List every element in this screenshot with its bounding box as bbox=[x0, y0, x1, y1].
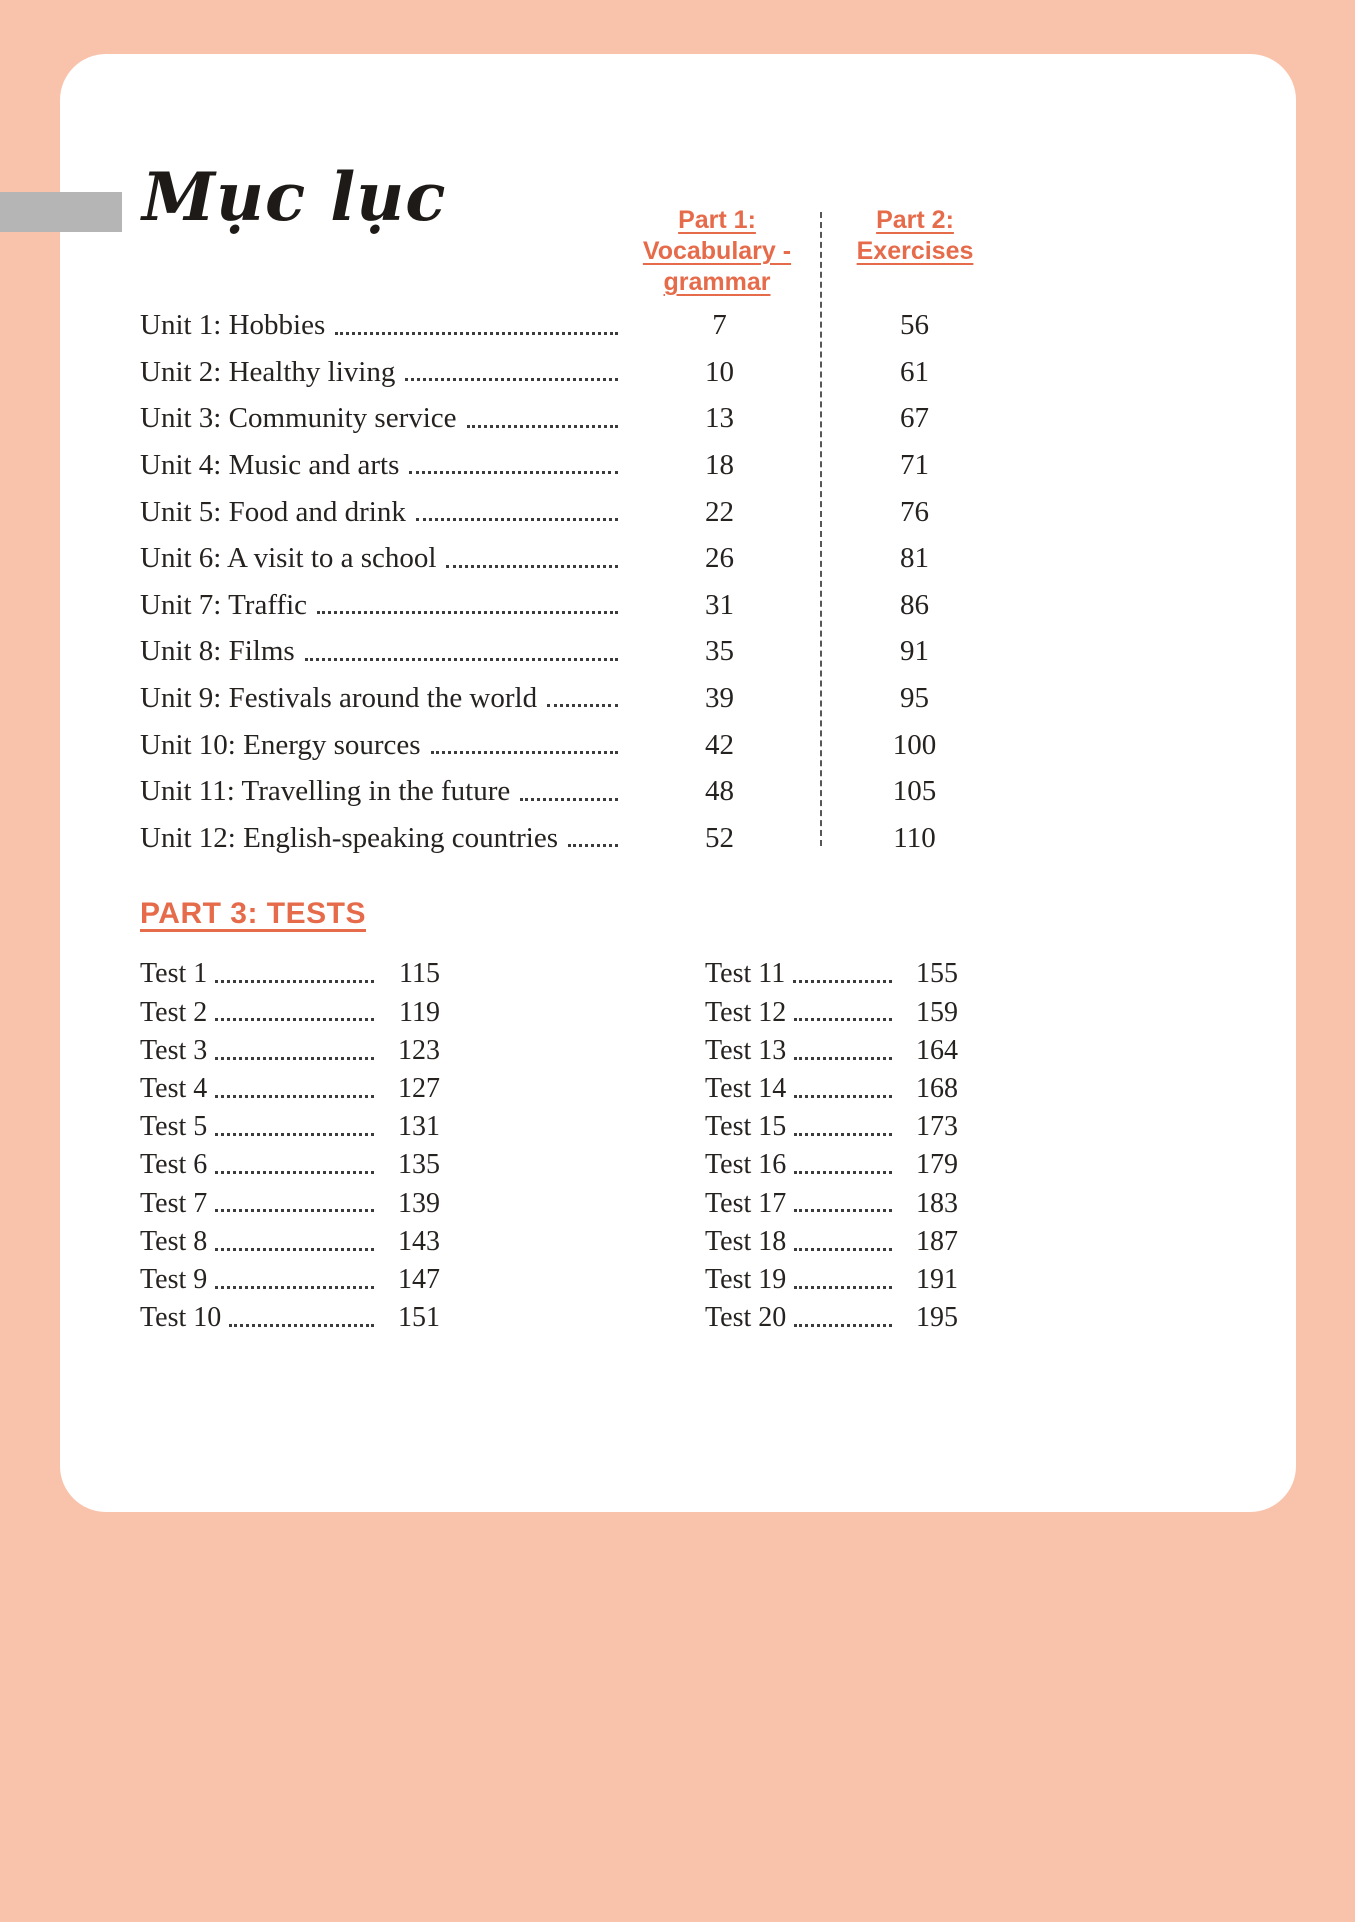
test-row bbox=[705, 1258, 958, 1296]
part2-page-number: 56 bbox=[900, 309, 929, 342]
test-label: Test 16 bbox=[705, 1149, 787, 1181]
unit-label: Unit 5: Food and drink bbox=[140, 495, 406, 528]
test-label: Test 15 bbox=[705, 1111, 787, 1143]
column-header-part2 bbox=[828, 205, 1002, 267]
dotted-leader bbox=[794, 1171, 892, 1174]
part1-page-number: 7 bbox=[712, 309, 727, 342]
part1-page-number: 22 bbox=[705, 495, 734, 528]
toc-unit-row bbox=[140, 296, 1012, 343]
part1-page-number: 13 bbox=[705, 402, 734, 435]
test-label: Test 4 bbox=[140, 1072, 208, 1104]
unit-label: Unit 12: English-speaking countries bbox=[140, 821, 559, 854]
dotted-leader bbox=[794, 1286, 892, 1289]
toc-unit-row bbox=[140, 436, 1012, 483]
dotted-leader bbox=[405, 378, 618, 381]
test-label: Test 5 bbox=[140, 1111, 208, 1143]
test-row bbox=[140, 1181, 440, 1219]
toc-unit-row bbox=[140, 762, 1012, 809]
dotted-leader bbox=[229, 1324, 374, 1327]
unit-label: Unit 7: Traffic bbox=[140, 588, 308, 621]
test-row bbox=[140, 1105, 440, 1143]
dotted-leader bbox=[794, 1209, 892, 1212]
test-row bbox=[140, 1219, 440, 1257]
part2-page-number: 67 bbox=[900, 402, 929, 435]
column-header-part1 bbox=[610, 205, 824, 298]
dotted-leader bbox=[215, 980, 374, 983]
part1-page-number: 18 bbox=[705, 449, 734, 482]
page-title: Mục lục bbox=[142, 158, 447, 236]
toc-unit-row bbox=[140, 669, 1012, 716]
test-row bbox=[705, 1296, 958, 1334]
test-label: Test 11 bbox=[705, 958, 786, 990]
test-page-number: 155 bbox=[916, 958, 958, 990]
unit-label: Unit 11: Travelling in the future bbox=[140, 775, 511, 808]
toc-unit-row bbox=[140, 482, 1012, 529]
test-row bbox=[705, 1105, 958, 1143]
test-page-number: 187 bbox=[916, 1225, 958, 1257]
unit-label: Unit 10: Energy sources bbox=[140, 728, 421, 761]
part2-header-line2: Exercises bbox=[856, 237, 974, 265]
test-label: Test 20 bbox=[705, 1302, 787, 1334]
test-row bbox=[705, 952, 958, 990]
part2-page-number: 100 bbox=[892, 728, 937, 761]
test-label: Test 18 bbox=[705, 1225, 787, 1257]
part2-page-number: 110 bbox=[893, 821, 936, 854]
part1-header-line2: Vocabulary - bbox=[642, 237, 792, 265]
dotted-leader bbox=[467, 425, 618, 428]
test-row bbox=[140, 952, 440, 990]
units-list bbox=[140, 296, 1012, 855]
unit-label: Unit 6: A visit to a school bbox=[140, 542, 437, 575]
test-row bbox=[140, 1143, 440, 1181]
part1-page-number: 42 bbox=[705, 728, 734, 761]
part2-page-number: 105 bbox=[892, 775, 937, 808]
dotted-leader bbox=[794, 1133, 892, 1136]
dotted-leader bbox=[431, 751, 618, 754]
dotted-leader bbox=[568, 844, 618, 847]
test-label: Test 6 bbox=[140, 1149, 208, 1181]
dotted-leader bbox=[305, 658, 618, 661]
test-row bbox=[140, 1296, 440, 1334]
dotted-leader bbox=[416, 518, 618, 521]
test-page-number: 179 bbox=[916, 1149, 958, 1181]
unit-label: Unit 8: Films bbox=[140, 635, 295, 668]
toc-unit-row bbox=[140, 389, 1012, 436]
tests-section bbox=[140, 952, 958, 1334]
test-page-number: 147 bbox=[398, 1263, 440, 1295]
dotted-leader bbox=[794, 1248, 892, 1251]
test-page-number: 119 bbox=[399, 996, 440, 1028]
test-row bbox=[705, 1143, 958, 1181]
test-label: Test 19 bbox=[705, 1263, 787, 1295]
test-label: Test 10 bbox=[140, 1302, 222, 1334]
test-page-number: 191 bbox=[916, 1263, 958, 1295]
dotted-leader bbox=[215, 1286, 374, 1289]
test-page-number: 143 bbox=[398, 1225, 440, 1257]
tests-column-right bbox=[705, 952, 958, 1334]
dotted-leader bbox=[446, 565, 618, 568]
part2-page-number: 76 bbox=[900, 495, 929, 528]
dotted-leader bbox=[215, 1133, 374, 1136]
dotted-leader bbox=[794, 1095, 892, 1098]
test-label: Test 17 bbox=[705, 1187, 787, 1219]
test-label: Test 2 bbox=[140, 996, 208, 1028]
unit-label: Unit 3: Community service bbox=[140, 402, 457, 435]
dotted-leader bbox=[215, 1057, 374, 1060]
dotted-leader bbox=[215, 1248, 374, 1251]
test-page-number: 131 bbox=[398, 1111, 440, 1143]
tests-column-left bbox=[140, 952, 440, 1334]
toc-unit-row bbox=[140, 715, 1012, 762]
test-page-number: 151 bbox=[398, 1302, 440, 1334]
test-label: Test 7 bbox=[140, 1187, 208, 1219]
toc-unit-row bbox=[140, 576, 1012, 623]
test-label: Test 13 bbox=[705, 1034, 787, 1066]
part3-heading: PART 3: TESTS bbox=[140, 897, 366, 930]
test-row bbox=[705, 1067, 958, 1105]
test-page-number: 139 bbox=[398, 1187, 440, 1219]
part1-page-number: 39 bbox=[705, 682, 734, 714]
test-row bbox=[705, 1181, 958, 1219]
part1-header-line3: grammar bbox=[663, 268, 771, 296]
dotted-leader bbox=[547, 704, 618, 707]
dotted-leader bbox=[335, 332, 618, 335]
dotted-leader bbox=[794, 1018, 892, 1021]
test-page-number: 183 bbox=[916, 1187, 958, 1219]
dotted-leader bbox=[794, 1324, 892, 1327]
test-page-number: 159 bbox=[916, 996, 958, 1028]
part2-page-number: 95 bbox=[900, 682, 929, 714]
test-label: Test 14 bbox=[705, 1072, 787, 1104]
test-row bbox=[140, 1258, 440, 1296]
test-label: Test 1 bbox=[140, 958, 208, 990]
test-row bbox=[140, 990, 440, 1028]
toc-unit-row bbox=[140, 529, 1012, 576]
dotted-leader bbox=[215, 1018, 374, 1021]
test-page-number: 168 bbox=[916, 1072, 958, 1104]
dotted-leader bbox=[215, 1171, 374, 1174]
part1-page-number: 48 bbox=[705, 775, 734, 808]
unit-label: Unit 4: Music and arts bbox=[140, 449, 400, 482]
dotted-leader bbox=[409, 471, 618, 474]
toc-unit-row bbox=[140, 622, 1012, 669]
toc-unit-row bbox=[140, 809, 1012, 856]
part2-page-number: 61 bbox=[900, 355, 929, 388]
test-row bbox=[705, 1028, 958, 1066]
test-label: Test 3 bbox=[140, 1034, 208, 1066]
part1-page-number: 26 bbox=[705, 542, 734, 575]
test-label: Test 8 bbox=[140, 1225, 208, 1257]
part2-page-number: 86 bbox=[900, 588, 929, 621]
test-row bbox=[705, 1219, 958, 1257]
part1-page-number: 52 bbox=[705, 821, 734, 854]
unit-label: Unit 1: Hobbies bbox=[140, 309, 326, 342]
test-page-number: 173 bbox=[916, 1111, 958, 1143]
dotted-leader bbox=[215, 1209, 374, 1212]
part1-page-number: 31 bbox=[705, 588, 734, 621]
part1-header-line1: Part 1: bbox=[678, 206, 756, 234]
part2-page-number: 81 bbox=[900, 542, 929, 575]
test-row bbox=[705, 990, 958, 1028]
test-row bbox=[140, 1067, 440, 1105]
dotted-leader bbox=[317, 611, 618, 614]
dotted-leader bbox=[793, 980, 892, 983]
gray-side-tab bbox=[0, 192, 122, 232]
dotted-leader bbox=[215, 1095, 374, 1098]
test-page-number: 195 bbox=[916, 1302, 958, 1334]
test-page-number: 123 bbox=[398, 1034, 440, 1066]
toc-unit-row bbox=[140, 343, 1012, 390]
part2-page-number: 91 bbox=[900, 635, 929, 668]
part1-page-number: 10 bbox=[705, 355, 734, 388]
test-page-number: 135 bbox=[398, 1149, 440, 1181]
test-page-number: 115 bbox=[399, 958, 440, 990]
part2-page-number: 71 bbox=[900, 449, 929, 482]
unit-label: Unit 9: Festivals around the world bbox=[140, 682, 538, 714]
test-row bbox=[140, 1028, 440, 1066]
dotted-leader bbox=[794, 1057, 892, 1060]
test-label: Test 9 bbox=[140, 1263, 208, 1295]
unit-label: Unit 2: Healthy living bbox=[140, 355, 396, 388]
dotted-leader bbox=[520, 798, 618, 801]
test-label: Test 12 bbox=[705, 996, 787, 1028]
part1-page-number: 35 bbox=[705, 635, 734, 668]
test-page-number: 127 bbox=[398, 1072, 440, 1104]
part2-header-line1: Part 2: bbox=[876, 206, 954, 234]
test-page-number: 164 bbox=[916, 1034, 958, 1066]
